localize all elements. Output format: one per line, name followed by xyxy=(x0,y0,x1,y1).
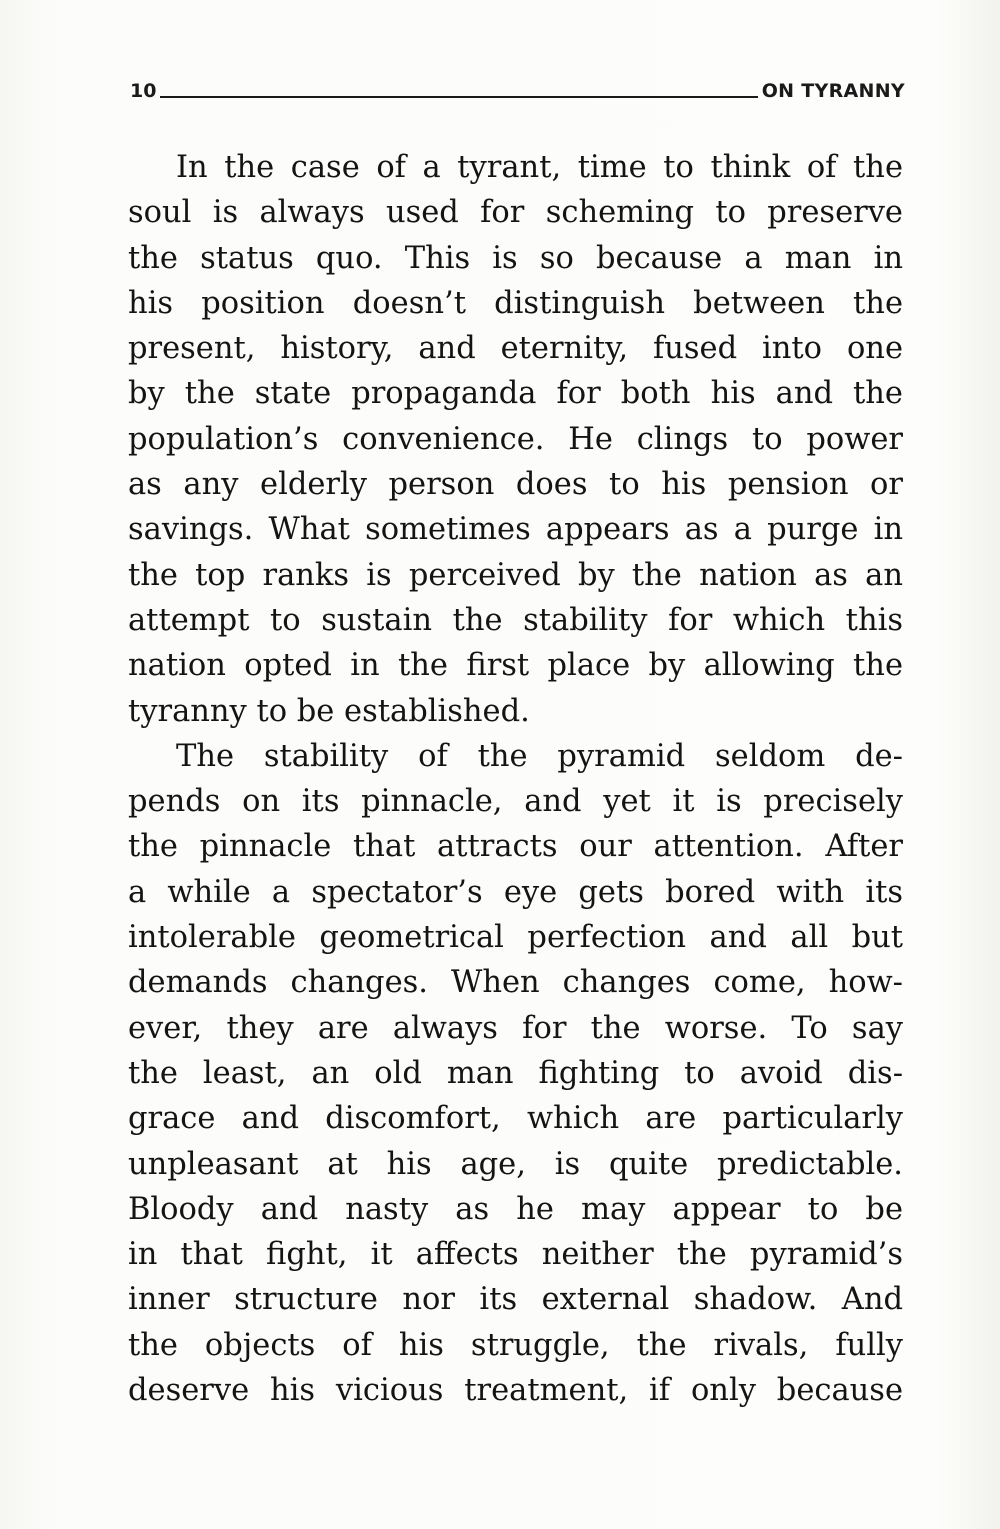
text-line: intolerable geometrical perfection and all but xyxy=(128,920,903,956)
text-line: attempt to sustain the stability for which this xyxy=(128,602,903,638)
text-line: the status quo. This is so because a man in xyxy=(128,240,903,276)
running-header xyxy=(130,76,905,102)
text-line: unpleasant at his age, is quite predictable. xyxy=(128,1146,903,1182)
text-line: nation opted in the first place by allowing the xyxy=(128,648,903,684)
running-title: ON TYRANNY xyxy=(761,80,905,102)
text-line: grace and discomfort, which are particularly xyxy=(128,1101,903,1137)
text-line: tyranny to be established. xyxy=(128,693,530,729)
text-line: as any elderly person does to his pension or xyxy=(128,467,903,503)
text-line: soul is always used for scheming to preserve xyxy=(128,195,903,231)
text-line: ever, they are always for the worse. To say xyxy=(128,1010,903,1046)
text-line: Bloody and nasty as he may appear to be xyxy=(128,1191,903,1227)
text-line: the least, an old man fighting to avoid dis- xyxy=(128,1055,903,1091)
text-line: population’s convenience. He clings to power xyxy=(128,421,903,457)
page-number: 10 xyxy=(130,80,157,102)
body-text xyxy=(128,145,903,1413)
text-line: inner structure nor its external shadow. And xyxy=(128,1282,903,1318)
header-rule xyxy=(160,96,757,98)
text-line: his position doesn’t distinguish between the xyxy=(128,285,903,321)
text-line: in that fight, it affects neither the pyramid’s xyxy=(128,1237,903,1273)
text-line: the pinnacle that attracts our attention. After xyxy=(128,829,903,865)
text-line: The stability of the pyramid seldom de- xyxy=(176,738,903,774)
text-line: a while a spectator’s eye gets bored with its xyxy=(128,874,903,910)
text-line: pends on its pinnacle, and yet it is precisely xyxy=(128,784,903,820)
text-line: deserve his vicious treatment, if only because xyxy=(128,1373,903,1409)
text-line: by the state propaganda for both his and the xyxy=(128,376,903,412)
text-line: the top ranks is perceived by the nation as an xyxy=(128,557,903,593)
text-line: the objects of his struggle, the rivals, fully xyxy=(128,1327,903,1363)
text-line: savings. What sometimes appears as a purge in xyxy=(128,512,903,548)
text-line: In the case of a tyrant, time to think of the xyxy=(176,150,903,185)
text-line: present, history, and eternity, fused into one xyxy=(128,331,903,367)
text-line: demands changes. When changes come, how- xyxy=(128,965,903,1001)
